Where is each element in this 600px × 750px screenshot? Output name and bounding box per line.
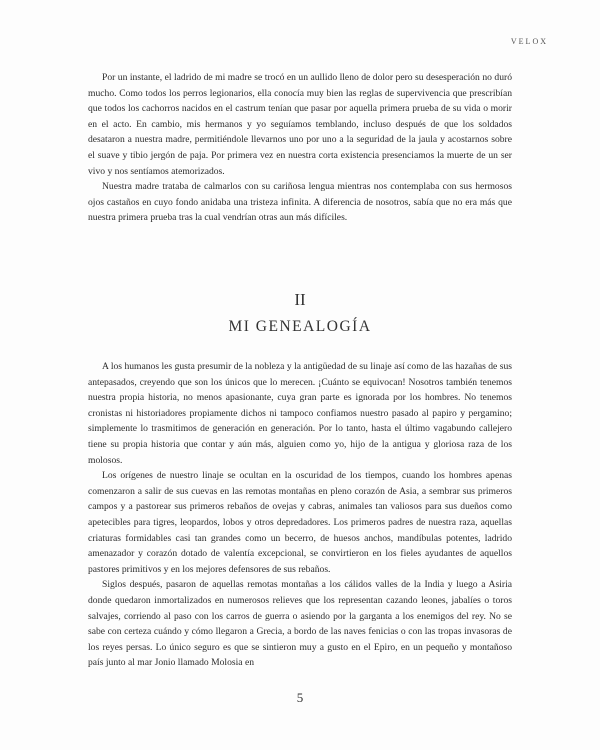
chapter-title: MI GENEALOGÍA bbox=[228, 318, 372, 335]
paragraph: Siglos después, pasaron de aquellas remotas montañas a los cálidos valles de la India y luego a Asiria donde quedaron inmortalizados en numerosos relieves que los representan cazando leones, jabalíes o toros salvajes, corriendo al paso con los carros de guerra o asiendo por la garganta a los enemigos del rey. No se sabe con certeza cuándo y cómo llegaron a Grecia, a bordo de las naves fenicias o con las tropas invasoras de los reyes persas. Lo único seguro es que se sintieron muy a gusto en el Epiro, en un pequeño y montañoso país junto al mar Jonio llamado Molosia en bbox=[88, 579, 512, 669]
paragraph: Los orígenes de nuestro linaje se ocultan en la oscuridad de los tiempos, cuando los hombres apenas comenzaron a salir de sus cuevas en las remotas montañas en pleno corazón de Asia, a sembrar sus primeros campos y a pastorear sus primeros rebaños de ovejas y cabras, animales tan valiosos para sus dueños como apetecibles para tigres, leopardos, lobos y otros depredadores. Los primeros padres de nuestra raza, aquellas criaturas formidables casi tan grandes como un becerro, de huesos anchos, mandíbulas potentes, ladrido amenazador y corazón dotado de valentía excepcional, se convirtieron en los fieles ayudantes de aquellos pastores primitivos y en los mejores defensores de sus rebaños. bbox=[88, 470, 512, 575]
section-2-text bbox=[88, 359, 512, 671]
section-1-text bbox=[88, 70, 512, 226]
paragraph: A los humanos les gusta presumir de la nobleza y la antigüedad de su linaje así como de las hazañas de sus antepasados, creyendo que son los únicos que lo merecen. ¡Cuánto se equivocan! Nosotros también tenemos nuestra propia historia, no menos apasionante, cuya gran parte es ignorada por los hombres. No tenemos cronistas ni historiadores propiamente dichos ni tampoco confiamos nuestro pasado al papiro y pergamino; simplemente lo trasmitimos de generación en generación. Por lo tanto, hasta el último vagabundo callejero tiene su propia historia que contar y aún más, alguien como yo, hijo de la antigua y gloriosa raza de los molosos. bbox=[88, 361, 512, 466]
paragraph: Por un instante, el ladrido de mi madre se trocó en un aullido lleno de dolor pero su desesperación no duró mucho. Como todos los perros legionarios, ella conocía muy bien las reglas de supervivencia que prescribían que todos los cachorros nacidos en el castrum tenían que pasar por aquella primera prueba de su vida o morir en el acto. En cambio, mis hermanos y yo seguíamos temblando, incluso después de que los soldados desataron a nuestra madre, permitiéndole llevarnos uno por uno a la seguridad de la jaula y acostarnos sobre el suave y tibio jergón de paja. Por primera vez en nuestra corta existencia presenciamos la muerte de un ser vivo y nos sentíamos atemorizados. bbox=[88, 72, 512, 177]
page-number: 5 bbox=[296, 690, 304, 705]
paragraph: Nuestra madre trataba de calmarlos con su cariñosa lengua mientras nos contemplaba con sus hermosos ojos castaños en cuyo fondo anidaba una tristeza infinita. A diferencia de nosotros, sabía que no era más que nuestra primera prueba tras la cual vendrían otras aun más difíciles. bbox=[88, 181, 512, 224]
chapter-number: II bbox=[294, 290, 306, 309]
running-head: VELOX bbox=[510, 37, 548, 46]
